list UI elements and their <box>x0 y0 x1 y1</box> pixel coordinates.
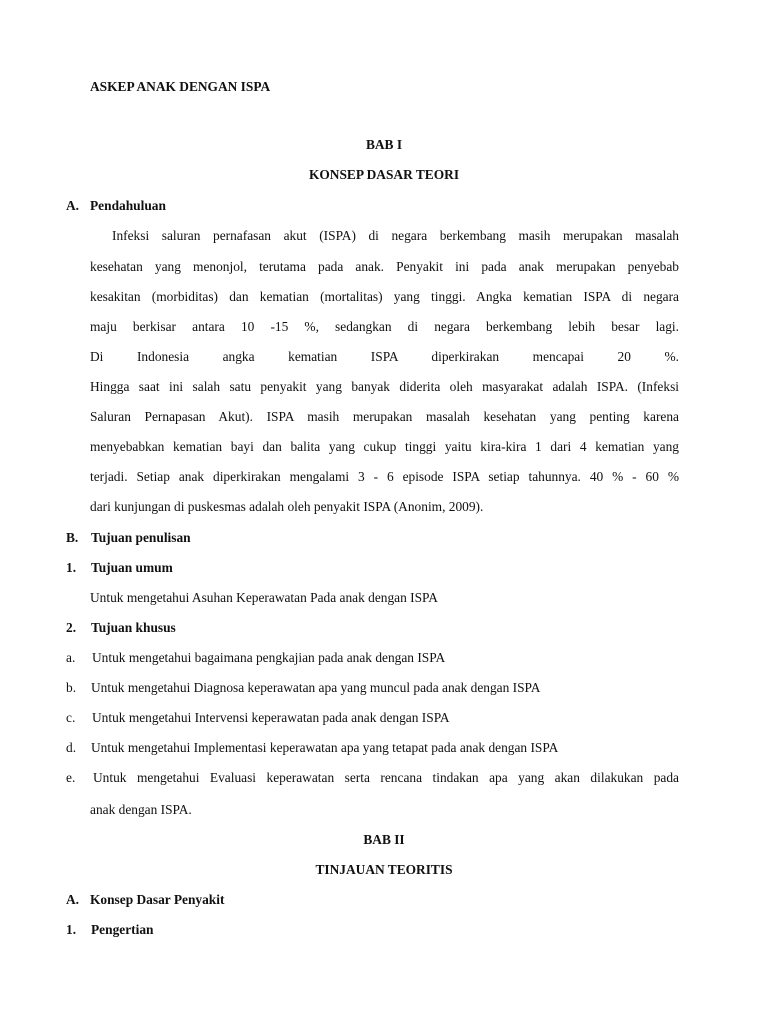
section-a2-marker: A. <box>66 892 80 907</box>
list-item-marker: d. <box>66 740 77 755</box>
chapter-1-title: KONSEP DASAR TEORI <box>308 167 460 182</box>
document-title: ASKEP ANAK DENGAN ISPA <box>90 79 271 94</box>
paragraph-line: Di Indonesia angka kematian ISPA diperkirakan mencapai 20 %. <box>90 349 679 364</box>
list-item-continuation: anak dengan ISPA. <box>90 802 192 817</box>
list-item-marker: c. <box>66 710 76 725</box>
paragraph-line: kesehatan yang menonjol, terutama pada anak. Penyakit ini pada anak merupakan penyebab <box>90 259 679 274</box>
list-item-marker: b. <box>66 680 77 695</box>
chapter-2-label: BAB II <box>363 832 405 847</box>
pengertian-marker: 1. <box>66 922 77 937</box>
chapter-1-label: BAB I <box>365 137 403 152</box>
list-item-text: Untuk mengetahui Intervensi keperawatan pada anak dengan ISPA <box>92 710 450 725</box>
list-item-text: Untuk mengetahui Diagnosa keperawatan apa yang muncul pada anak dengan ISPA <box>91 680 541 695</box>
chapter-2-title: TINJAUAN TEORITIS <box>315 862 453 877</box>
paragraph-line: terjadi. Setiap anak diperkirakan mengalami 3 - 6 episode ISPA setiap tahunnya. 40 % - 60 % <box>90 469 679 484</box>
section-b-label: Tujuan penulisan <box>91 530 191 545</box>
pengertian-label: Pengertian <box>91 922 154 937</box>
section-b-heading <box>66 530 191 546</box>
paragraph-line: dari kunjungan di puskesmas adalah oleh penyakit ISPA (Anonim, 2009). <box>90 499 484 514</box>
section-a2-label: Konsep Dasar Penyakit <box>90 892 225 907</box>
list-item-text: Untuk mengetahui bagaimana pengkajian pada anak dengan ISPA <box>92 650 446 665</box>
paragraph-line: Saluran Pernapasan Akut). ISPA masih merupakan masalah kesehatan yang penting karena <box>90 409 679 424</box>
section-a-label: Pendahuluan <box>90 198 166 213</box>
paragraph-line: maju berkisar antara 10 -15 %, sedangkan di negara berkembang lebih besar lagi. <box>90 319 679 334</box>
paragraph-line: kesakitan (morbiditas) dan kematian (mortalitas) yang tinggi. Angka kematian ISPA di negara <box>90 289 679 304</box>
list-item-marker: e. <box>66 770 76 785</box>
tujuan-umum-heading <box>66 560 173 576</box>
section-b-marker: B. <box>66 530 79 545</box>
pengertian-heading <box>66 922 154 938</box>
tujuan-khusus-label: Tujuan khusus <box>91 620 176 635</box>
tujuan-umum-label: Tujuan umum <box>91 560 173 575</box>
tujuan-umum-text: Untuk mengetahui Asuhan Keperawatan Pada anak dengan ISPA <box>90 590 438 605</box>
section-a-marker: A. <box>66 198 80 213</box>
section-a2-heading <box>66 892 225 908</box>
list-item-text: Untuk mengetahui Evaluasi keperawatan serta rencana tindakan apa yang akan dilakukan pada <box>93 770 679 785</box>
tujuan-umum-marker: 1. <box>66 560 77 575</box>
tujuan-khusus-heading <box>66 620 176 636</box>
paragraph-line: Infeksi saluran pernafasan akut (ISPA) di negara berkembang masih merupakan masalah <box>112 228 679 243</box>
section-a-heading <box>66 198 166 214</box>
tujuan-khusus-marker: 2. <box>66 620 77 635</box>
list-item-text: Untuk mengetahui Implementasi keperawatan apa yang tetapat pada anak dengan ISPA <box>91 740 559 755</box>
paragraph-line: Hingga saat ini salah satu penyakit yang banyak diderita oleh masyarakat adalah ISPA. (Infeksi <box>90 379 679 394</box>
list-item-marker: a. <box>66 650 76 665</box>
paragraph-line: menyebabkan kematian bayi dan balita yang cukup tinggi yaitu kira-kira 1 dari 4 kematian yang <box>90 439 679 454</box>
